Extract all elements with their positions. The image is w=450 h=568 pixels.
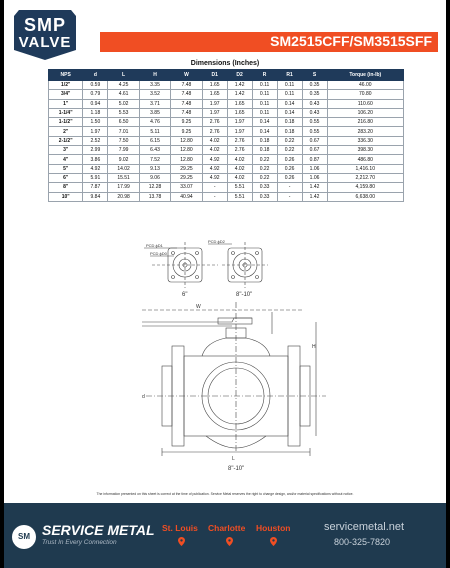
label-6-inch: 6" (182, 292, 188, 298)
table-cell: 0.18 (277, 118, 302, 127)
table-cell: 0.67 (302, 146, 327, 155)
table-cell: 486.80 (327, 155, 403, 164)
table-header-row (49, 70, 404, 81)
dimensions-table (48, 69, 404, 202)
table-cell: 4" (49, 155, 83, 164)
column-header: D2 (227, 70, 252, 81)
table-cell: 1.42 (227, 90, 252, 99)
table-cell: 2.52 (83, 136, 108, 145)
table-row (49, 90, 404, 99)
table-cell: 0.22 (252, 155, 277, 164)
table-row (49, 99, 404, 108)
table-cell: 0.14 (252, 118, 277, 127)
valve-technical-drawing (122, 238, 344, 472)
location-pin-icon (226, 537, 233, 546)
table-cell: 7.50 (108, 136, 139, 145)
table-row (49, 108, 404, 117)
table-cell: 2.76 (227, 136, 252, 145)
table-cell: 0.11 (277, 90, 302, 99)
table-row (49, 81, 404, 90)
table-cell: 0.26 (277, 164, 302, 173)
city-st-louis: St. Louis (162, 523, 198, 533)
table-cell: 283.20 (327, 127, 403, 136)
table-cell: 3.71 (139, 99, 170, 108)
table-cell: 2.76 (227, 146, 252, 155)
table-row (49, 127, 404, 136)
table-body (49, 81, 404, 202)
table-cell: 0.35 (302, 81, 327, 90)
table-cell: 8" (49, 183, 83, 192)
label-8-10-bottom: 8"-10" (228, 466, 245, 472)
table-cell: 4.92 (202, 164, 227, 173)
table-cell: 5.53 (108, 108, 139, 117)
table-cell: 5.91 (83, 173, 108, 182)
product-title: SM2515CFF/SM3515SFF (270, 33, 432, 49)
table-cell: 0.11 (252, 108, 277, 117)
table-row (49, 173, 404, 182)
table-cell: 9.13 (139, 164, 170, 173)
table-cell: 7.52 (139, 155, 170, 164)
table-cell: 5" (49, 164, 83, 173)
logo-line-1: SMP (23, 15, 66, 35)
table-cell: 1.97 (202, 108, 227, 117)
table-cell: 0.26 (277, 173, 302, 182)
table-cell: 0.14 (277, 108, 302, 117)
table-cell: 7.99 (108, 146, 139, 155)
table-cell: 3.35 (139, 81, 170, 90)
table-cell: 0.43 (302, 108, 327, 117)
service-metal-badge-icon (12, 525, 36, 549)
table-cell: 20.98 (108, 192, 139, 201)
table-cell: 4.02 (227, 173, 252, 182)
smp-valve-logo (14, 10, 76, 60)
table-cell: 5.11 (139, 127, 170, 136)
table-cell: 17.99 (108, 183, 139, 192)
table-cell: 1.97 (227, 127, 252, 136)
table-cell: 4.92 (83, 164, 108, 173)
disclaimer-text: The information presented on this sheet is correct at the time of publication. Service Metal reserves the right to change design, and/or material specifications without notice. (96, 492, 354, 496)
label-w: W (196, 304, 201, 310)
table-cell: 4.92 (202, 155, 227, 164)
label-d: d (142, 394, 145, 400)
table-cell: 4.02 (202, 136, 227, 145)
footer-bar (4, 503, 446, 568)
table-cell: 0.18 (277, 127, 302, 136)
table-row (49, 146, 404, 155)
table-cell: 0.26 (277, 155, 302, 164)
table-cell: 12.80 (171, 146, 202, 155)
table-cell: 9.25 (171, 127, 202, 136)
table-cell: 1-1/4" (49, 108, 83, 117)
table-cell: 1" (49, 99, 83, 108)
table-cell: 0.22 (252, 173, 277, 182)
table-cell: 4.02 (227, 155, 252, 164)
table-row (49, 192, 404, 201)
table-cell: 40.94 (171, 192, 202, 201)
table-cell: 2" (49, 127, 83, 136)
label-l: L (232, 456, 235, 462)
table-cell: 0.87 (302, 155, 327, 164)
label-h: H (312, 344, 316, 350)
table-cell: 4,159.80 (327, 183, 403, 192)
table-cell: 0.43 (302, 99, 327, 108)
spec-sheet (4, 0, 446, 568)
table-cell: 12.28 (139, 183, 170, 192)
table-cell: 1.18 (83, 108, 108, 117)
table-title: Dimensions (Inches) (190, 60, 260, 67)
table-cell: 0.33 (252, 192, 277, 201)
table-cell: 14.02 (108, 164, 139, 173)
table-cell: 0.94 (83, 99, 108, 108)
table-cell: 1.97 (83, 127, 108, 136)
table-cell: 1.65 (227, 108, 252, 117)
table-cell: 0.33 (252, 183, 277, 192)
logo-line-2: VALVE (18, 34, 72, 51)
column-header: L (108, 70, 139, 81)
table-cell: 0.22 (252, 164, 277, 173)
brand-tagline: Trust In Every Connection (42, 539, 117, 546)
column-header: R1 (277, 70, 302, 81)
table-cell: 9.25 (171, 118, 202, 127)
table-cell: 5.51 (227, 192, 252, 201)
pcd-d2-label: PCD ϕD2 (208, 239, 225, 244)
table-cell: 6.50 (108, 118, 139, 127)
column-header: S (302, 70, 327, 81)
table-cell: 2.76 (202, 118, 227, 127)
table-cell: 7.48 (171, 108, 202, 117)
table-cell: 0.55 (302, 118, 327, 127)
column-header: NPS (49, 70, 83, 81)
table-cell: 9.02 (108, 155, 139, 164)
table-cell: 9.84 (83, 192, 108, 201)
table-cell: 0.22 (277, 136, 302, 145)
table-cell: 7.01 (108, 127, 139, 136)
table-cell: 0.35 (302, 90, 327, 99)
table-cell: 1.50 (83, 118, 108, 127)
column-header: R (252, 70, 277, 81)
table-cell: 1.06 (302, 173, 327, 182)
table-cell: 1-1/2" (49, 118, 83, 127)
table-cell: 0.11 (277, 81, 302, 90)
table-row (49, 136, 404, 145)
column-header: Torque (in-lb) (327, 70, 403, 81)
table-cell: 0.79 (83, 90, 108, 99)
table-cell: 6.43 (139, 146, 170, 155)
table-cell: 0.11 (252, 99, 277, 108)
table-cell: 7.48 (171, 99, 202, 108)
table-cell: 0.67 (302, 136, 327, 145)
table-cell: 106.20 (327, 108, 403, 117)
table-cell: 6.15 (139, 136, 170, 145)
table-cell: 398.30 (327, 146, 403, 155)
table-cell: 1,416.10 (327, 164, 403, 173)
valve-handle (142, 310, 302, 338)
table-row (49, 118, 404, 127)
table-cell: 12.80 (171, 155, 202, 164)
table-cell: - (202, 183, 227, 192)
table-cell: 110.60 (327, 99, 403, 108)
valve-body (146, 302, 326, 456)
table-cell: 1.65 (202, 81, 227, 90)
table-cell: 216.80 (327, 118, 403, 127)
table-cell: 1.42 (227, 81, 252, 90)
table-row (49, 164, 404, 173)
table-cell: 2-1/2" (49, 136, 83, 145)
table-cell: 5.02 (108, 99, 139, 108)
column-header: d (83, 70, 108, 81)
pcd-d1-label: PCD ϕD1 (146, 243, 163, 248)
table-cell: 2,212.70 (327, 173, 403, 182)
table-cell: 0.14 (252, 127, 277, 136)
column-header: D1 (202, 70, 227, 81)
table-cell: 3/4" (49, 90, 83, 99)
table-cell: - (277, 192, 302, 201)
title-bar (100, 32, 438, 52)
table-cell: 7.87 (83, 183, 108, 192)
table-cell: 0.18 (252, 146, 277, 155)
website-link[interactable]: servicemetal.net (324, 521, 405, 533)
table-cell: 10" (49, 192, 83, 201)
table-cell: 4.02 (227, 164, 252, 173)
phone-number[interactable]: 800-325-7820 (334, 537, 391, 547)
table-cell: 3" (49, 146, 83, 155)
location-pin-icon (178, 537, 185, 546)
table-cell: 2.76 (202, 127, 227, 136)
top-view-6-inch (144, 242, 218, 288)
table-cell: 1.42 (302, 183, 327, 192)
table-cell: 7.48 (171, 90, 202, 99)
city-charlotte: Charlotte (208, 523, 246, 533)
table-cell: 5.51 (227, 183, 252, 192)
table-cell: 4.92 (202, 173, 227, 182)
label-8-10-top: 8"-10" (236, 292, 253, 298)
table-cell: 4.25 (108, 81, 139, 90)
table-cell: 3.85 (139, 108, 170, 117)
table-row (49, 183, 404, 192)
location-pin-icon (270, 537, 277, 546)
table-cell: 0.11 (252, 90, 277, 99)
table-cell: 2.99 (83, 146, 108, 155)
table-cell: - (202, 192, 227, 201)
table-cell: 0.14 (277, 99, 302, 108)
pcd-d0-label: PCD ϕD0 (150, 251, 167, 256)
table-cell: 1.65 (227, 99, 252, 108)
table-cell: 0.18 (252, 136, 277, 145)
table-cell: 4.02 (202, 146, 227, 155)
table-cell: 1.97 (227, 118, 252, 127)
table-cell: 0.55 (302, 127, 327, 136)
table-cell: 13.78 (139, 192, 170, 201)
table-cell: 29.25 (171, 164, 202, 173)
table-cell: 6" (49, 173, 83, 182)
table-cell: 336.30 (327, 136, 403, 145)
table-cell: 9.06 (139, 173, 170, 182)
column-header: H (139, 70, 170, 81)
table-cell: 1.65 (202, 90, 227, 99)
table-cell: - (277, 183, 302, 192)
table-cell: 1/2" (49, 81, 83, 90)
table-cell: 1.42 (302, 192, 327, 201)
column-header: W (171, 70, 202, 81)
badge-text: SM (18, 532, 30, 541)
table-cell: 46.00 (327, 81, 403, 90)
table-cell: 3.52 (139, 90, 170, 99)
table-cell: 4.61 (108, 90, 139, 99)
table-cell: 3.86 (83, 155, 108, 164)
table-cell: 1.06 (302, 164, 327, 173)
table-cell: 6,638.00 (327, 192, 403, 201)
city-houston: Houston (256, 523, 291, 533)
table-cell: 7.48 (171, 81, 202, 90)
table-row (49, 155, 404, 164)
table-cell: 0.11 (252, 81, 277, 90)
brand-name: SERVICE METAL (42, 522, 155, 538)
table-cell: 70.80 (327, 90, 403, 99)
table-cell: 33.07 (171, 183, 202, 192)
table-cell: 0.22 (277, 146, 302, 155)
table-cell: 29.25 (171, 173, 202, 182)
table-cell: 1.97 (202, 99, 227, 108)
table-cell: 15.51 (108, 173, 139, 182)
table-cell: 4.76 (139, 118, 170, 127)
table-cell: 12.80 (171, 136, 202, 145)
table-cell: 0.59 (83, 81, 108, 90)
